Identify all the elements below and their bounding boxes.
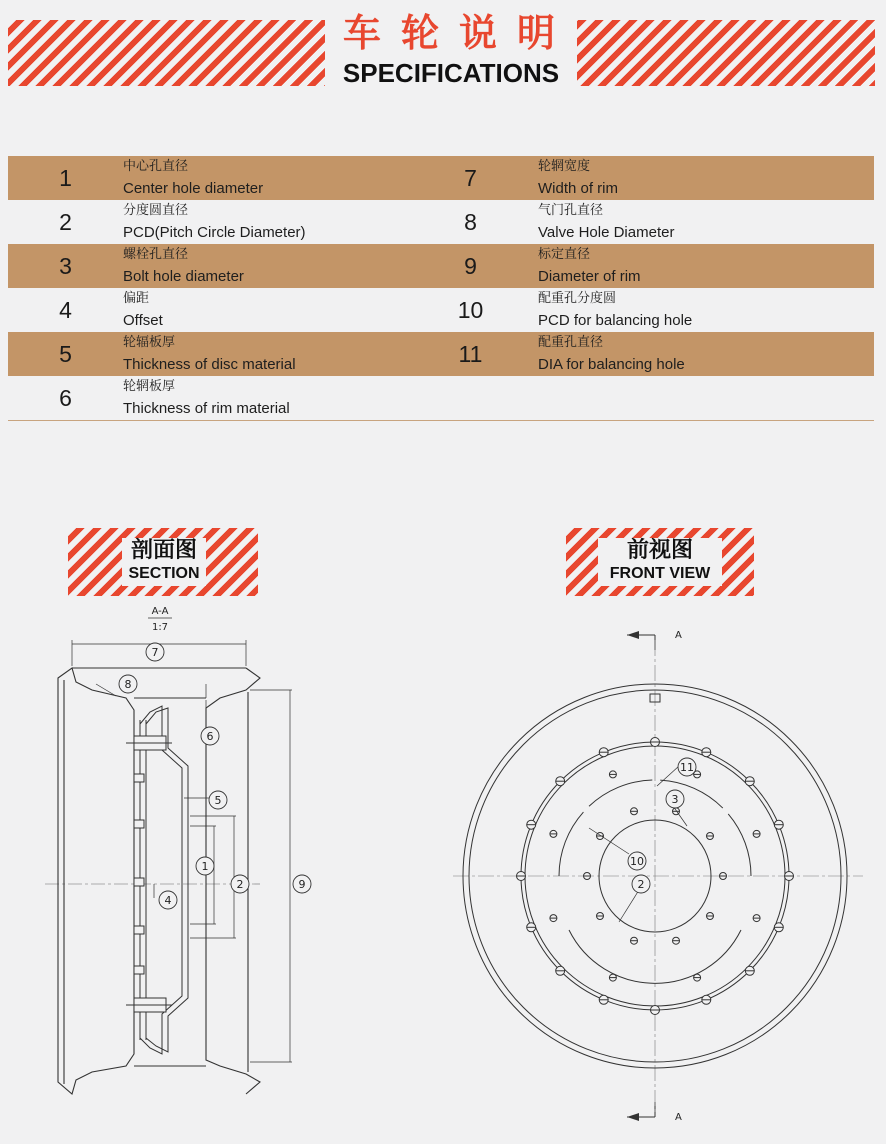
spec-label-en: PCD for balancing hole [538, 312, 693, 329]
spec-label-cn: 气门孔直径 [538, 203, 604, 218]
front-view-badge-en: FRONT VIEW [609, 565, 711, 582]
spec-row [8, 376, 874, 421]
callout-3-text: 3 [671, 793, 679, 806]
spec-label [123, 288, 403, 332]
callout-9-text: 9 [298, 878, 306, 891]
spec-number: 3 [8, 244, 123, 288]
spec-number: 11 [403, 332, 538, 376]
spec-label-en: Center hole diameter [123, 180, 264, 197]
page-title-cn: 车轮说明 [342, 11, 575, 55]
callout-2-front-text: 2 [637, 878, 645, 891]
spec-label-en: DIA for balancing hole [538, 356, 685, 373]
spec-number [403, 376, 538, 421]
spec-number: 10 [457, 296, 484, 323]
spec-label-cn: 分度圆直径 [123, 203, 189, 218]
spec-label-cn: 中心孔直径 [123, 159, 189, 174]
spec-label-en: Bolt hole diameter [123, 268, 244, 285]
section-badge-en: SECTION [128, 565, 200, 582]
spec-label-en: Diameter of rim [538, 268, 641, 285]
spec-number: 6 [8, 376, 123, 421]
spec-label-en: Width of rim [538, 180, 619, 197]
spec-label [123, 332, 403, 376]
spec-number: 1 [8, 156, 123, 200]
front-callouts [628, 758, 696, 893]
front-view-drawing [443, 600, 886, 1130]
section-badge [68, 528, 258, 596]
spec-number: 2 [59, 208, 72, 235]
bolts [126, 736, 172, 1012]
callout-11-text: 11 [680, 761, 694, 774]
page-title-en: SPECIFICATIONS [342, 58, 560, 88]
spec-number: 9 [403, 244, 538, 288]
spec-label-cn: 轮辐板厚 [123, 335, 176, 350]
section-marker-bottom [627, 1102, 682, 1123]
header-stripes-right [570, 20, 875, 86]
spec-table [8, 156, 874, 421]
callout-2-text: 2 [236, 878, 244, 891]
spec-label-en: Thickness of disc material [123, 356, 296, 373]
spec-number: 7 [403, 156, 538, 200]
spec-label [123, 200, 403, 244]
spec-number: 8 [464, 208, 477, 235]
header-stripes-left [8, 20, 333, 86]
spec-label-en: Valve Hole Diameter [538, 224, 675, 241]
spec-label-cn: 标定直径 [538, 247, 591, 262]
callout-1-text: 1 [201, 860, 209, 873]
spec-row [8, 156, 874, 200]
spec-label-cn: 偏距 [123, 291, 150, 306]
callout-10-text: 10 [630, 855, 644, 868]
spec-number: 4 [59, 296, 72, 323]
spec-label-en: Offset [123, 312, 163, 329]
section-view-label: A-A [151, 606, 169, 617]
callout-4-text: 4 [164, 894, 172, 907]
section-marker-top-label: A [675, 630, 682, 641]
callout-5-text: 5 [214, 794, 222, 807]
spec-row [8, 288, 874, 332]
section-badge-cn: 剖面图 [130, 538, 197, 563]
section-scale: 1:7 [151, 622, 169, 633]
spec-label [538, 156, 818, 200]
spec-label [123, 244, 403, 288]
callout-8-text: 8 [124, 678, 132, 691]
front-view-badge [566, 528, 754, 596]
callout-7-text: 7 [151, 646, 159, 659]
spec-label [538, 288, 818, 332]
rim-profile [58, 668, 260, 1094]
spec-row [8, 244, 874, 288]
spec-label-en: Thickness of rim material [123, 400, 290, 417]
section-callouts [119, 643, 311, 909]
section-drawing [0, 600, 443, 1100]
spec-label-cn: 配重孔分度圆 [538, 291, 617, 306]
spec-label-cn: 配重孔直径 [538, 335, 604, 350]
front-view-badge-cn: 前视图 [626, 538, 693, 563]
section-marker-bottom-label: A [675, 1112, 682, 1123]
spec-row [8, 332, 874, 376]
spec-label-cn: 轮辋宽度 [538, 159, 591, 174]
spec-label [538, 376, 818, 421]
spec-label [538, 332, 818, 376]
spec-label [538, 200, 818, 244]
spec-label-cn: 轮辋板厚 [123, 379, 176, 394]
callout-6-text: 6 [206, 730, 214, 743]
spec-label [123, 156, 403, 200]
section-marker-top [627, 630, 682, 650]
page-title [325, 8, 577, 96]
spec-number: 5 [8, 332, 123, 376]
spec-row [8, 200, 874, 244]
spec-label-cn: 螺栓孔直径 [123, 247, 189, 262]
spec-label [123, 376, 403, 421]
spec-label-en: PCD(Pitch Circle Diameter) [123, 224, 306, 241]
spec-label [538, 244, 818, 288]
